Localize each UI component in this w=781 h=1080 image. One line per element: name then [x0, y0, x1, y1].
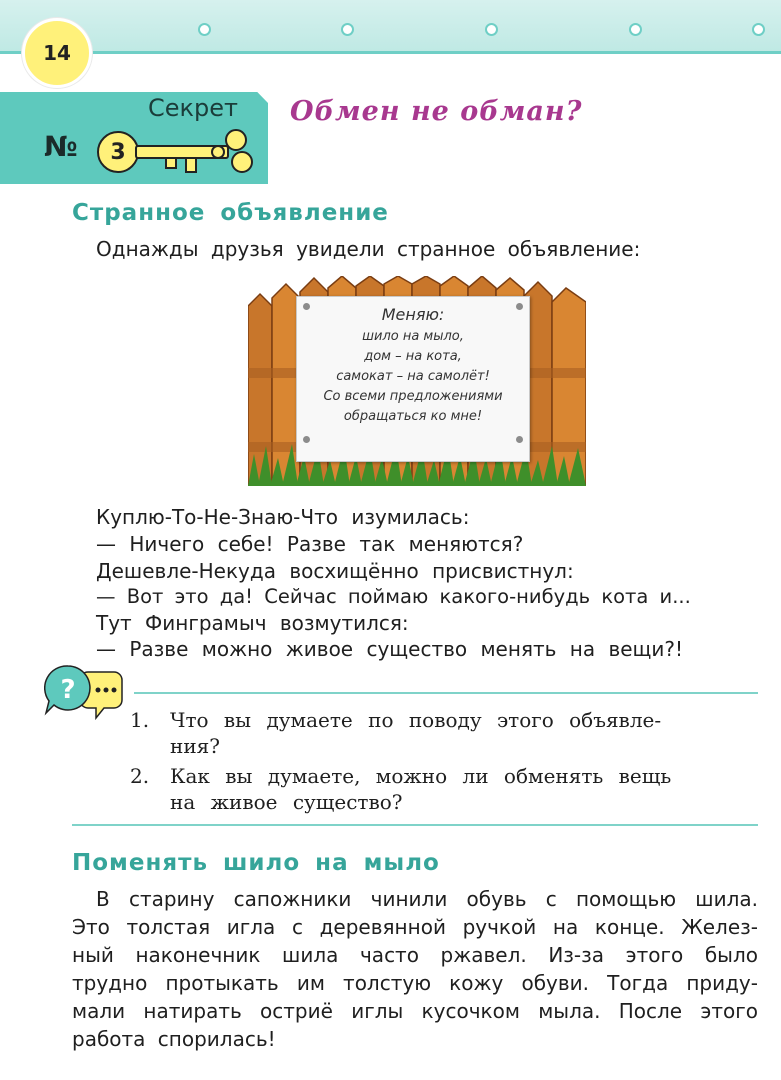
sign-line: Со всеми предложениями [323, 389, 503, 404]
page-number: 14 [22, 18, 92, 88]
question-number: 1. [130, 708, 150, 732]
top-rule [0, 51, 781, 54]
question-text-continued: на живое существо? [170, 790, 403, 814]
body-line: работа спорилась! [72, 1027, 276, 1051]
body-line: мали натирать остриё иглы кусочком мыла. После этого [72, 999, 758, 1023]
band-dot [752, 23, 765, 36]
dialog-line: Тут Финграмыч возмутился: [96, 611, 409, 635]
body-line: ный наконечник шила часто ржавел. Из-за этого было [72, 943, 758, 967]
section-heading: Странное объявление [72, 200, 389, 226]
dialog-line: Куплю-То-Не-Знаю-Что изумилась: [96, 505, 470, 529]
question-item [130, 706, 758, 734]
dialog-line: Дешевле-Некуда восхищённо присвистнул: [96, 559, 574, 583]
questions-top-rule [134, 692, 758, 694]
dialog-line: — Разве можно живое существо менять на вещи?! [96, 637, 684, 661]
secret-number-sign: № [44, 130, 78, 163]
bolt-icon [516, 436, 523, 443]
sign-line: дом – на кота, [364, 349, 462, 364]
top-band [0, 0, 781, 52]
question-item [130, 762, 758, 790]
secret-label: Секрет [148, 94, 238, 122]
sign-line: обращаться ко мне! [343, 409, 483, 424]
question-bubble-icon [44, 662, 124, 726]
question-text: Как вы думаете, можно ли обменять вещь [170, 764, 672, 788]
questions-bottom-rule [72, 824, 758, 826]
band-dot [485, 23, 498, 36]
sign-line: шило на мыло, [362, 329, 464, 344]
secret-number: 3 [110, 139, 126, 165]
band-dot [198, 23, 211, 36]
body-line: Это толстая игла с деревянной ручкой на конце. Желез- [72, 915, 758, 939]
dialog-line: — Ничего себе! Разве так меняются? [96, 532, 524, 556]
band-dot [629, 23, 642, 36]
question-text-continued: ния? [170, 734, 220, 758]
intro-text: Однажды друзья увидели странное объявление: [96, 237, 641, 261]
bolt-icon [303, 436, 310, 443]
notice-sign [296, 296, 530, 462]
body-line: трудно протыкать им толстую кожу обуви. Тогда приду- [72, 971, 758, 995]
sign-title: Меняю: [381, 305, 445, 324]
dialog-line: — Вот это да! Сейчас поймаю какого-нибудь кота и... [96, 585, 691, 608]
body-line: В старину сапожники чинили обувь с помощью шила. [96, 887, 758, 911]
band-dot [341, 23, 354, 36]
svg-text:?: ? [60, 675, 76, 705]
question-text: Что вы думаете по поводу этого объявле- [170, 708, 662, 732]
question-number: 2. [130, 764, 150, 788]
bolt-icon [516, 303, 523, 310]
bolt-icon [303, 303, 310, 310]
section-heading: Поменять шило на мыло [72, 850, 440, 876]
sign-line: самокат – на самолёт! [336, 369, 490, 384]
lesson-title: Обмен не обман? [290, 96, 583, 127]
